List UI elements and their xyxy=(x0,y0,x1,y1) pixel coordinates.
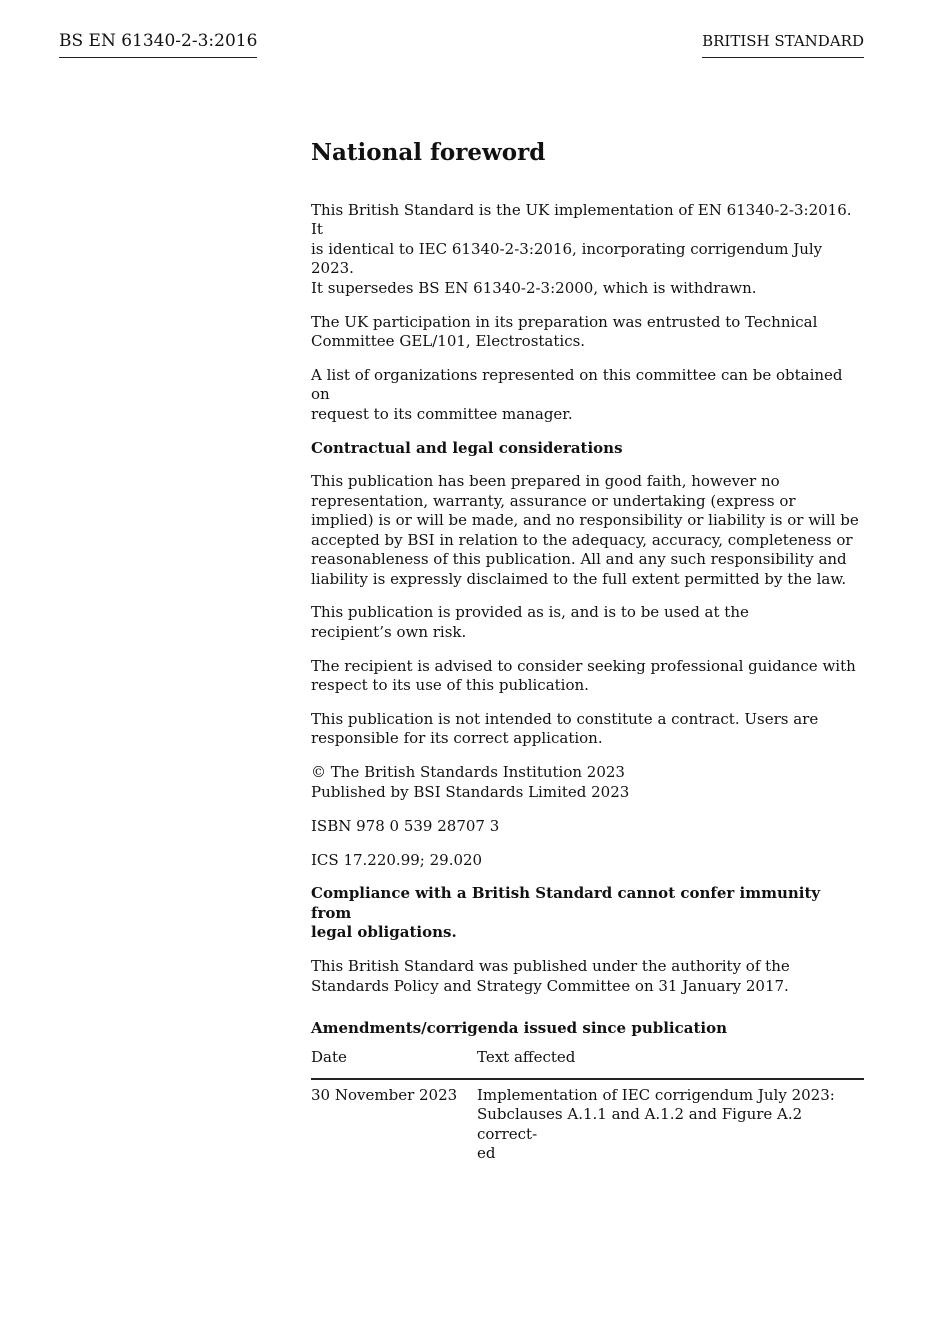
ics-code: ICS 17.220.99; 29.020 xyxy=(311,850,483,869)
paragraph-implementation: This British Standard is the UK implementation of EN 61340-2-3:2016. It is identical to IEC 61340-2-3:2016, incorporating corrigendum July 2023. It supersedes BS EN 61340-2-3:2000, which is withdrawn. xyxy=(311,201,852,297)
copyright-notice: © The British Standards Institution 2023 Published by BSI Standards Limited 2023 xyxy=(311,763,630,801)
column-header-text-affected: Text affected xyxy=(477,1046,864,1078)
paragraph-participation: The UK participation in its preparation was entrusted to Technical Committee GEL/101, Electrostatics. xyxy=(311,312,818,350)
contractual-heading: Contractual and legal considerations xyxy=(311,438,623,457)
paragraph-guidance: The recipient is advised to consider seeking professional guidance with respect to its use of this publication. xyxy=(311,656,856,695)
amendment-text: Implementation of IEC corrigendum July 2023: Subclauses A.1.1 and A.1.2 and Figure A.2 correct- ed xyxy=(477,1085,835,1163)
compliance-statement: Compliance with a British Standard cannot confer immunity from legal obligations. xyxy=(311,884,821,942)
amendments-table xyxy=(311,1046,864,1163)
paragraph-disclaimer: This publication has been prepared in good faith, however no representation, warranty, assurance or undertaking (express or implied) is or will be made, and no responsibility or liability is or will be accepted by BSI in relation to the adequacy, accuracy, completeness or reasonableness of this publication. All and any such responsibility and liability is expressly disclaimed to the full extent permitted by the law. xyxy=(311,472,859,588)
column-header-date: Date xyxy=(311,1046,477,1078)
paragraph-committee-list: A list of organizations represented on this committee can be obtained on request to its committee manager. xyxy=(311,365,843,423)
paragraph-authority: This British Standard was published under the authority of the Standards Policy and Strategy Committee on 31 January 2017. xyxy=(311,957,790,995)
header-doc-id: BS EN 61340-2-3:2016 xyxy=(59,30,257,58)
table-row xyxy=(311,1079,864,1164)
paragraph-own-risk: This publication is provided as is, and is to be used at the recipient’s own risk. xyxy=(311,603,749,641)
page-title: National foreword xyxy=(311,139,546,166)
amendments-heading: Amendments/corrigenda issued since publication xyxy=(311,1019,727,1037)
amendment-date: 30 November 2023 xyxy=(311,1085,458,1104)
table-header-row xyxy=(311,1046,864,1078)
paragraph-contract: This publication is not intended to constitute a contract. Users are responsible for its correct application. xyxy=(311,710,819,748)
isbn: ISBN 978 0 539 28707 3 xyxy=(311,816,500,835)
header-label: BRITISH STANDARD xyxy=(702,31,864,58)
foreword-content xyxy=(311,138,864,1163)
